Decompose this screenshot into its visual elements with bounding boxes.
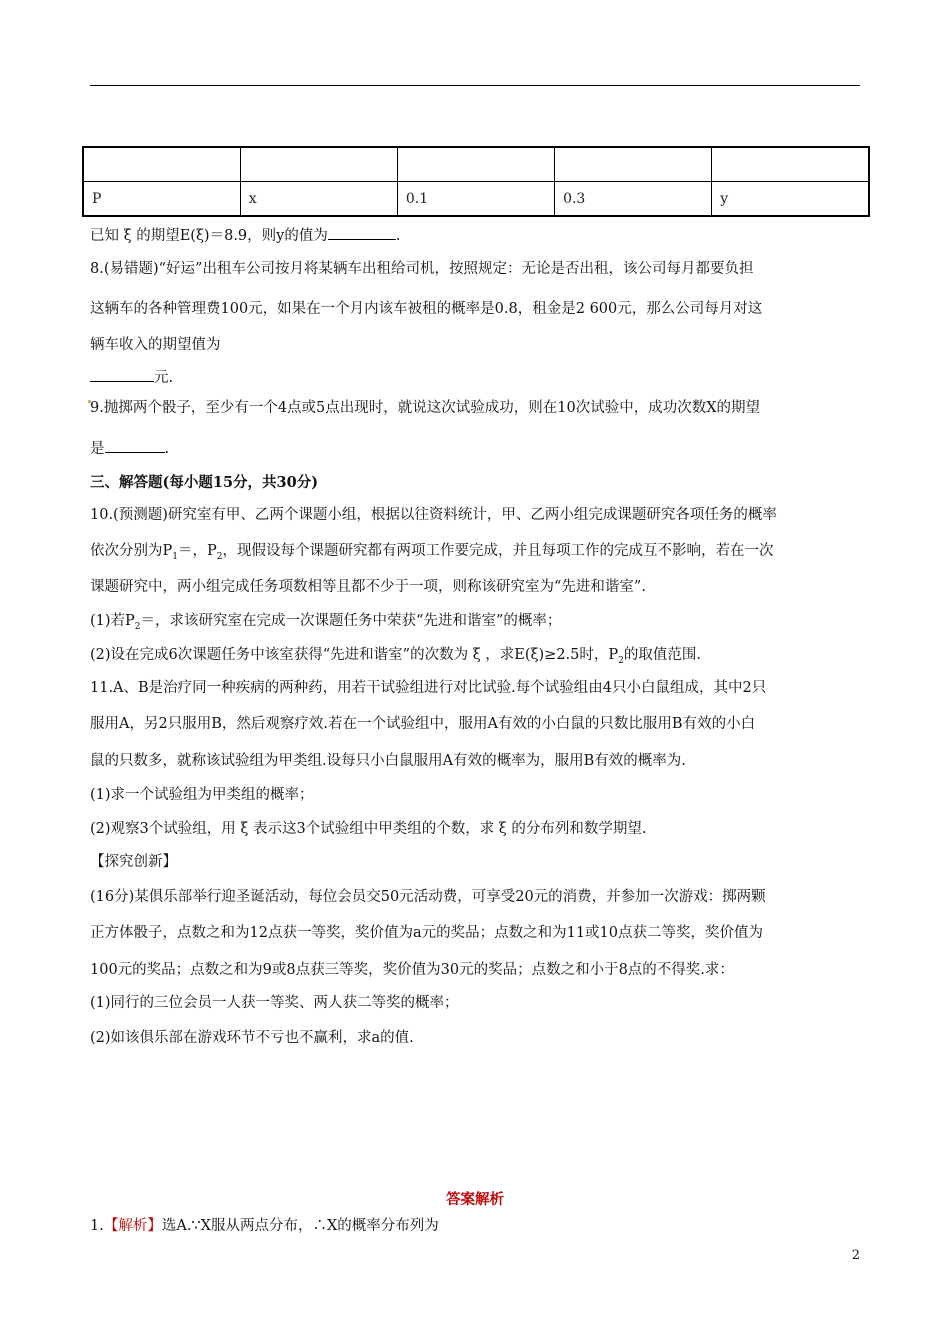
question-9-line-1: 9.抛掷两个骰子，至少有一个4点或5点出现时，就说这次试验成功，则在10次试验中，成功次数X的期望	[90, 400, 761, 416]
question-7-tail: 已知 ξ 的期望E(ξ)＝8.9，则y的值为 .	[90, 224, 400, 245]
probability-table	[82, 146, 870, 217]
question-10-line-3: 课题研究中，两小组完成任务项数相等且都不少于一项，则称该研究室为“先进和谐室”.	[90, 579, 646, 595]
table-cell: x	[240, 182, 397, 217]
question-8-line-1: 8.(易错题)“好运”出租车公司按月将某辆车出租给司机，按照规定：无论是否出租，该公司每月都要负担	[90, 261, 754, 277]
answer-blank	[105, 438, 165, 453]
question-11-line-2: 服用A，另2只服用B，然后观察疗效.若在一个试验组中，服用A有效的小白鼠的只数比服用B有效的小白	[90, 716, 756, 732]
table-cell	[555, 147, 712, 182]
question-10-line-1: 10.(预测题)研究室有甲、乙两个课题小组，根据以往资料统计，甲、乙两小组完成课题研究各项任务的概率	[90, 507, 777, 523]
question-11-line-1: 11.A、B是治疗同一种疾病的两种药，用若干试验组进行对比试验.每个试验组由4只小白鼠组成，其中2只	[90, 680, 767, 696]
answer-1: 1.【解析】选A.∵X服从两点分布，∴X的概率分布列为	[90, 1218, 439, 1234]
table-cell	[397, 147, 554, 182]
table-cell: y	[712, 182, 869, 217]
answer-blank	[90, 367, 154, 382]
question-12-line-2: 正方体骰子，点数之和为12点获一等奖，奖价值为a元的奖品；点数之和为11或10点获二等奖，奖价值为	[90, 925, 763, 941]
question-10-line-2: 依次分别为$P_1=$，$P_2$，现假设每个课题研究都有两项工作要完成，并且每项工作的完成互不影响，若在一次	[90, 543, 774, 562]
question-12-line-1: (16分)某俱乐部举行迎圣诞活动，每位会员交50元活动费，可享受20元的消费，并参加一次游戏：掷两颗	[90, 889, 766, 905]
question-10-part-1: (1)若$P_2=$，求该研究室在完成一次课题任务中荣获“先进和谐室”的概率；	[90, 613, 562, 632]
question-8-line-2: 这辆车的各种管理费100元，如果在一个月内该车被租的概率是0.8，租金是2 600元，那么公司每月对这	[90, 301, 763, 317]
page-number: 2	[851, 1248, 860, 1263]
question-10-part-2: (2)设在完成6次课题任务中该室获得“先进和谐室”的次数为 ξ ，求E(ξ)≥2.5时，$P_2$的取值范围.	[90, 647, 701, 666]
table-cell	[712, 147, 869, 182]
question-12-line-3: 100元的奖品；点数之和为9或8点获三等奖，奖价值为30元的奖品；点数之和小于8点的不得奖.求：	[90, 962, 734, 978]
answer-section-title: 答案解析	[446, 1191, 504, 1208]
section-heading: 三、解答题(每小题15分，共30分)	[90, 474, 319, 491]
question-11-line-3: 鼠的只数多，就称该试验组为甲类组.设每只小白鼠服用A有效的概率为，服用B有效的概率为.	[90, 753, 686, 769]
table-cell	[240, 147, 397, 182]
table-cell: P	[83, 182, 240, 217]
question-12-part-1: (1)同行的三位会员一人获一等奖、两人获二等奖的概率；	[90, 995, 459, 1011]
header-rule	[90, 85, 860, 86]
question-11-part-2: (2)观察3个试验组，用 ξ 表示这3个试验组中甲类组的个数，求 ξ 的分布列和数学期望.	[90, 821, 647, 837]
analysis-label: 【解析】	[103, 1218, 162, 1234]
table-cell: 0.3	[555, 182, 712, 217]
answer-blank	[328, 225, 396, 240]
question-12-part-2: (2)如该俱乐部在游戏环节不亏也不赢利，求a的值.	[90, 1030, 414, 1046]
table-row	[83, 182, 869, 217]
table-row	[83, 147, 869, 182]
question-8-line-3: 辆车收入的期望值为	[90, 337, 221, 353]
question-8-line-4: 元.	[90, 366, 173, 387]
table-cell	[83, 147, 240, 182]
question-11-part-1: (1)求一个试验组为甲类组的概率；	[90, 787, 314, 803]
section-heading-innovation: 【探究创新】	[90, 854, 177, 870]
question-9-line-2: 是 .	[90, 437, 169, 458]
table-cell: 0.1	[397, 182, 554, 217]
